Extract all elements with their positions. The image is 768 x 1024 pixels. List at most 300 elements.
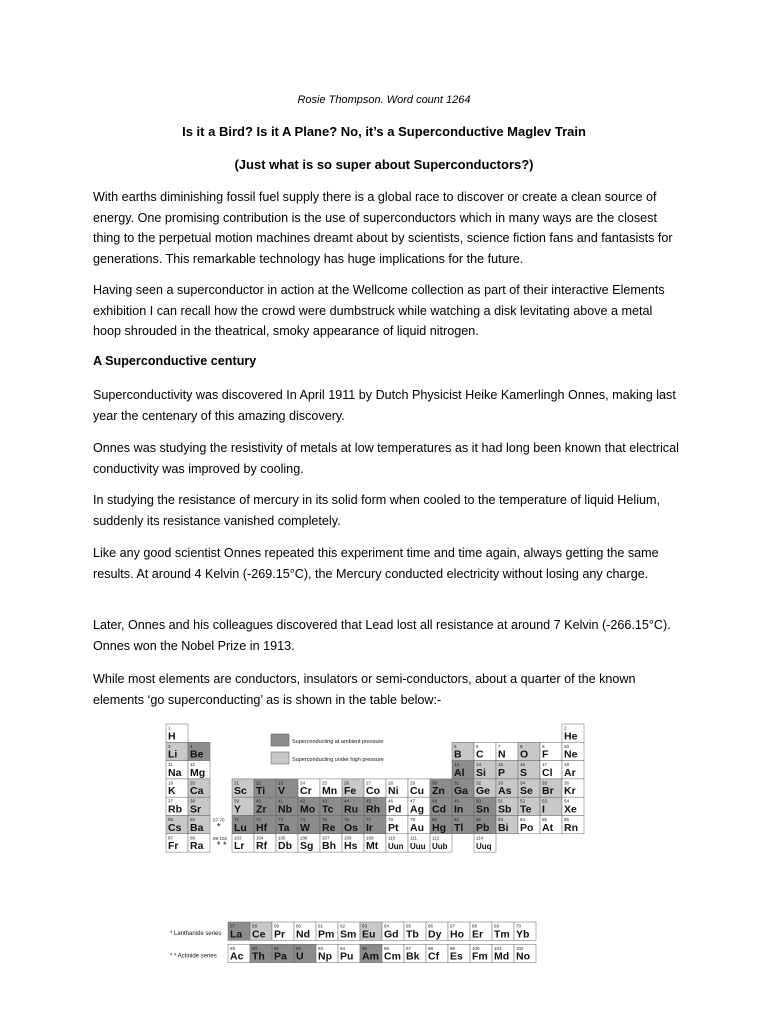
svg-text:35: 35 <box>542 780 548 786</box>
element-uuq <box>474 834 496 852</box>
element-ar <box>562 761 584 779</box>
svg-text:1: 1 <box>168 725 171 731</box>
svg-text:25: 25 <box>322 780 328 786</box>
element-v <box>276 779 298 797</box>
svg-text:28: 28 <box>388 780 394 786</box>
svg-text:Y: Y <box>234 803 242 816</box>
svg-text:Cr: Cr <box>300 785 312 798</box>
element-no <box>514 944 536 962</box>
svg-text:22: 22 <box>256 780 262 786</box>
element-ag <box>408 797 430 815</box>
svg-text:Tm: Tm <box>494 928 510 941</box>
svg-text:19: 19 <box>168 780 174 786</box>
periodic-table-svg <box>166 722 578 980</box>
svg-text:77: 77 <box>366 817 372 822</box>
svg-text:51: 51 <box>498 798 504 804</box>
element-nb <box>276 797 298 815</box>
element-zr <box>254 797 276 815</box>
svg-text:61: 61 <box>318 923 324 929</box>
svg-text:37: 37 <box>168 798 174 804</box>
svg-text:109: 109 <box>366 835 374 841</box>
element-be <box>188 742 210 760</box>
element-h <box>166 724 188 742</box>
svg-text:41: 41 <box>278 798 284 804</box>
svg-text:Mg: Mg <box>190 766 206 779</box>
svg-text:96: 96 <box>384 945 390 951</box>
svg-text:18: 18 <box>564 762 570 768</box>
element-tb <box>404 922 426 940</box>
paragraph-wellcome: Having seen a superconductor in action at the Wellcome collection as part of their interactive Elements exhibition I can recall how the crowd were dumbstruck while watching a disk levitating above a metal hoop shrouded in the theatrical, smoky appearance of liquid nitrogen. <box>93 283 665 338</box>
element-hg <box>430 816 452 834</box>
svg-text:Er: Er <box>472 928 484 941</box>
svg-text:100: 100 <box>472 945 480 951</box>
paragraph-mercury: In studying the resistance of mercury in its solid form when cooled to the temperature of liquid Helium, suddenly its resistance vanished completely. <box>93 493 660 528</box>
svg-text:Rb: Rb <box>168 803 182 816</box>
element-pu <box>338 944 360 962</box>
element-zn <box>430 779 452 797</box>
element-db <box>276 834 298 852</box>
element-ac <box>228 944 250 962</box>
svg-text:Sn: Sn <box>476 803 490 816</box>
svg-text:104: 104 <box>256 835 264 841</box>
svg-text:Te: Te <box>520 803 532 816</box>
svg-text:Ac: Ac <box>230 950 244 963</box>
svg-text:La: La <box>230 928 243 941</box>
element-cs <box>166 816 188 834</box>
svg-text:79: 79 <box>410 817 416 822</box>
svg-text:Bh: Bh <box>322 840 336 853</box>
paragraph-lead: Later, Onnes and his colleagues discovered that Lead lost all resistance at around 7 Kelvin (-266.15°C). Onnes won the Nobel Prize in 1913. <box>93 618 671 653</box>
svg-text:K: K <box>168 785 176 798</box>
svg-text:S: S <box>520 766 528 779</box>
element-rf <box>254 834 276 852</box>
svg-text:99: 99 <box>450 945 456 951</box>
svg-text:53: 53 <box>542 798 548 804</box>
svg-text:Mt: Mt <box>366 840 379 853</box>
element-er <box>470 922 492 940</box>
element-p <box>496 761 518 779</box>
svg-text:91: 91 <box>274 945 280 951</box>
author-line: Rosie Thompson. Word count 1264 <box>297 94 471 106</box>
element-ga <box>452 779 474 797</box>
element-n <box>496 742 518 760</box>
svg-text:Pu: Pu <box>340 950 354 963</box>
svg-text:Pd: Pd <box>388 803 402 816</box>
svg-text:Ce: Ce <box>252 928 266 941</box>
svg-text:Cu: Cu <box>410 785 424 798</box>
periodic-table-legend <box>271 734 384 764</box>
svg-text:2: 2 <box>564 725 567 731</box>
element-uuu <box>408 834 430 852</box>
element-si <box>474 761 496 779</box>
element-pt <box>386 816 408 834</box>
element-ir <box>364 816 386 834</box>
svg-text:111: 111 <box>410 835 417 841</box>
svg-text:Cd: Cd <box>432 803 446 816</box>
svg-text:59: 59 <box>274 923 280 929</box>
svg-text:31: 31 <box>454 780 460 786</box>
svg-text:62: 62 <box>340 923 346 929</box>
svg-text:39: 39 <box>234 798 240 804</box>
element-s <box>518 761 540 779</box>
legend-swatch-high-pressure <box>271 752 289 764</box>
svg-text:4: 4 <box>190 743 193 749</box>
svg-text:Fm: Fm <box>472 950 488 963</box>
document-subtitle: (Just what is so super about Superconductors?) <box>234 157 534 172</box>
svg-text:57: 57 <box>230 923 236 929</box>
svg-text:88: 88 <box>190 835 196 841</box>
element-tl <box>452 816 474 834</box>
svg-text:At: At <box>542 821 554 834</box>
element-am <box>360 944 382 962</box>
svg-text:54: 54 <box>564 798 570 804</box>
element-co <box>364 779 386 797</box>
svg-text:57-70: 57-70 <box>213 817 225 823</box>
element-cm <box>382 944 404 962</box>
series-marker <box>213 836 228 850</box>
svg-text:Nb: Nb <box>278 803 292 816</box>
element-uub <box>430 834 452 852</box>
paragraph-resistivity: Onnes was studying the resistivity of metals at low temperatures as it had long been known that electrical conductivity was improved by cooling. <box>93 441 679 476</box>
element-fe <box>342 779 364 797</box>
svg-text:O: O <box>520 748 529 761</box>
element-ba <box>188 816 210 834</box>
svg-text:Ti: Ti <box>256 785 266 798</box>
svg-text:Se: Se <box>520 785 533 798</box>
svg-text:89: 89 <box>230 945 236 951</box>
element-md <box>492 944 514 962</box>
element-mg <box>188 761 210 779</box>
element-sg <box>298 834 320 852</box>
svg-text:9: 9 <box>542 743 545 749</box>
svg-text:76: 76 <box>344 817 350 822</box>
element-pd <box>386 797 408 815</box>
element-u <box>294 944 316 962</box>
svg-text:86: 86 <box>564 817 570 822</box>
svg-text:Fr: Fr <box>168 840 179 853</box>
svg-text:Gd: Gd <box>384 928 399 941</box>
element-in <box>452 797 474 815</box>
element-sm <box>338 922 360 940</box>
svg-text:34: 34 <box>520 780 526 786</box>
svg-text:7: 7 <box>498 743 501 749</box>
svg-text:Yb: Yb <box>516 928 530 941</box>
svg-text:Br: Br <box>542 785 554 798</box>
element-f <box>540 742 562 760</box>
element-te <box>518 797 540 815</box>
svg-text:Sm: Sm <box>340 928 357 941</box>
svg-text:Pa: Pa <box>274 950 287 963</box>
element-au <box>408 816 430 834</box>
paragraph-discovery: Superconductivity was discovered In April 1911 by Dutch Physicist Heike Kamerlingh Onnes, making last year the centenary of this amazing discovery. <box>93 388 676 423</box>
svg-text:Re: Re <box>322 821 336 834</box>
element-br <box>540 779 562 797</box>
lanthanide-series-label: * Lanthanide series <box>170 931 222 937</box>
element-cf <box>426 944 448 962</box>
svg-text:Rn: Rn <box>564 821 578 834</box>
element-mn <box>320 779 342 797</box>
element-ta <box>276 816 298 834</box>
svg-text:Eu: Eu <box>362 928 376 941</box>
svg-text:106: 106 <box>300 835 308 841</box>
svg-text:43: 43 <box>322 798 328 804</box>
element-k <box>166 779 188 797</box>
svg-text:38: 38 <box>190 798 196 804</box>
svg-text:He: He <box>564 730 578 743</box>
svg-text:69: 69 <box>494 923 500 929</box>
svg-text:Bi: Bi <box>498 821 509 834</box>
svg-text:Fe: Fe <box>344 785 357 798</box>
svg-text:46: 46 <box>388 798 394 804</box>
svg-text:21: 21 <box>234 780 240 786</box>
svg-text:Mo: Mo <box>300 803 316 816</box>
svg-text:85: 85 <box>542 817 548 822</box>
element-pm <box>316 922 338 940</box>
svg-text:60: 60 <box>296 923 302 929</box>
element-y <box>232 797 254 815</box>
element-se <box>518 779 540 797</box>
svg-text:44: 44 <box>344 798 350 804</box>
element-ne <box>562 742 584 760</box>
svg-text:92: 92 <box>296 945 302 951</box>
svg-text:V: V <box>278 785 286 798</box>
svg-text:67: 67 <box>450 923 456 929</box>
svg-text:Tl: Tl <box>454 821 464 834</box>
svg-text:29: 29 <box>410 780 416 786</box>
svg-text:Dy: Dy <box>428 928 442 941</box>
svg-text:Es: Es <box>450 950 463 963</box>
svg-text:20: 20 <box>190 780 196 786</box>
svg-text:64: 64 <box>384 923 390 929</box>
svg-text:107: 107 <box>322 835 330 841</box>
svg-text:Pt: Pt <box>388 821 399 834</box>
svg-text:Hg: Hg <box>432 821 446 834</box>
svg-text:Am: Am <box>362 950 379 963</box>
svg-text:P: P <box>498 766 506 779</box>
svg-text:Ba: Ba <box>190 821 204 834</box>
element-rh <box>364 797 386 815</box>
svg-text:No: No <box>516 950 530 963</box>
svg-text:Zn: Zn <box>432 785 445 798</box>
element-nd <box>294 922 316 940</box>
svg-text:23: 23 <box>278 780 284 786</box>
svg-text:Lr: Lr <box>234 840 245 853</box>
actinide-series-label: * * Actinide series <box>170 953 217 960</box>
svg-text:14: 14 <box>476 762 482 768</box>
svg-text:101: 101 <box>494 945 502 951</box>
svg-text:26: 26 <box>344 780 350 786</box>
svg-text:Pm: Pm <box>318 928 335 941</box>
svg-text:87: 87 <box>168 835 174 841</box>
document-title: Is it a Bird? Is it A Plane? No, it’s a Superconductive Maglev Train <box>182 124 586 139</box>
svg-text:Al: Al <box>454 766 465 779</box>
element-re <box>320 816 342 834</box>
svg-text:70: 70 <box>516 923 522 929</box>
element-tm <box>492 922 514 940</box>
svg-text:Ni: Ni <box>388 785 399 798</box>
svg-text:10: 10 <box>564 743 570 749</box>
element-ni <box>386 779 408 797</box>
svg-text:Ra: Ra <box>190 840 204 853</box>
svg-text:Ir: Ir <box>366 821 374 834</box>
svg-text:42: 42 <box>300 798 306 804</box>
element-as <box>496 779 518 797</box>
element-sr <box>188 797 210 815</box>
svg-text:C: C <box>476 748 484 761</box>
svg-text:55: 55 <box>168 817 174 822</box>
svg-text:Au: Au <box>410 821 424 834</box>
svg-text:98: 98 <box>428 945 434 951</box>
svg-text:Ru: Ru <box>344 803 358 816</box>
series-marker <box>213 818 225 832</box>
svg-text:N: N <box>498 748 506 761</box>
svg-text:33: 33 <box>498 780 504 786</box>
svg-text:81: 81 <box>454 817 460 822</box>
svg-text:6: 6 <box>476 743 479 749</box>
svg-text:Th: Th <box>252 950 265 963</box>
periodic-table-figure <box>166 722 578 980</box>
svg-text:Na: Na <box>168 766 182 779</box>
svg-text:Co: Co <box>366 785 380 798</box>
svg-text:102: 102 <box>516 945 524 951</box>
section-heading: A Superconductive century <box>93 354 257 368</box>
svg-text:89-102: 89-102 <box>213 835 228 841</box>
element-ra <box>188 834 210 852</box>
svg-text:30: 30 <box>432 780 438 786</box>
svg-text:Uub: Uub <box>432 842 448 852</box>
paragraph-elements: While most elements are conductors, insulators or semi-conductors, about a quarter of the known elements ‘go superconducting’ as is shown in the table below:- <box>93 672 636 707</box>
svg-text:15: 15 <box>498 762 504 768</box>
svg-text:Md: Md <box>494 950 510 963</box>
svg-text:66: 66 <box>428 923 434 929</box>
svg-text:3: 3 <box>168 743 171 749</box>
element-rn <box>562 816 584 834</box>
element-mt <box>364 834 386 852</box>
svg-text:95: 95 <box>362 945 368 951</box>
svg-text:5: 5 <box>454 743 457 749</box>
svg-text:63: 63 <box>362 923 368 929</box>
svg-text:Np: Np <box>318 950 332 963</box>
paragraph-kelvin: Like any good scientist Onnes repeated this experiment time and time again, always getting the same results. At around 4 Kelvin (-269.15°C), the Mercury conducted electricity without losing any charge. <box>93 546 659 581</box>
svg-text:Mn: Mn <box>322 785 338 798</box>
element-bh <box>320 834 342 852</box>
element-xe <box>562 797 584 815</box>
element-ho <box>448 922 470 940</box>
svg-text:40: 40 <box>256 798 262 804</box>
element-os <box>342 816 364 834</box>
svg-text:45: 45 <box>366 798 372 804</box>
element-rb <box>166 797 188 815</box>
element-sc <box>232 779 254 797</box>
element-la <box>228 922 250 940</box>
svg-text:71: 71 <box>234 817 240 822</box>
svg-text:93: 93 <box>318 945 324 951</box>
element-tc <box>320 797 342 815</box>
element-cl <box>540 761 562 779</box>
element-cu <box>408 779 430 797</box>
svg-text:Rf: Rf <box>256 840 268 853</box>
element-ca <box>188 779 210 797</box>
element-ru <box>342 797 364 815</box>
element-hs <box>342 834 364 852</box>
svg-text:B: B <box>454 748 462 761</box>
svg-text:16: 16 <box>520 762 526 768</box>
svg-text:Ca: Ca <box>190 785 204 798</box>
svg-text:Pb: Pb <box>476 821 490 834</box>
svg-text:Ne: Ne <box>564 748 578 761</box>
svg-text:68: 68 <box>472 923 478 929</box>
svg-text:52: 52 <box>520 798 526 804</box>
element-c <box>474 742 496 760</box>
svg-text:H: H <box>168 730 176 743</box>
element-uun <box>386 834 408 852</box>
svg-text:97: 97 <box>406 945 412 951</box>
legend-label-high-pressure: Superconducting under high pressure <box>292 757 384 763</box>
svg-text:As: As <box>498 785 512 798</box>
svg-text:73: 73 <box>278 817 284 822</box>
element-hf <box>254 816 276 834</box>
svg-text:Hf: Hf <box>256 821 268 834</box>
svg-text:Ga: Ga <box>454 785 469 798</box>
svg-text:Ag: Ag <box>410 803 424 816</box>
svg-text:103: 103 <box>234 835 242 841</box>
svg-text:Db: Db <box>278 840 292 853</box>
svg-text:Hs: Hs <box>344 840 358 853</box>
legend-swatch-ambient <box>271 734 289 746</box>
svg-text:47: 47 <box>410 798 416 804</box>
element-ti <box>254 779 276 797</box>
element-li <box>166 742 188 760</box>
element-lr <box>232 834 254 852</box>
svg-text:Ar: Ar <box>564 766 576 779</box>
svg-text:82: 82 <box>476 817 482 822</box>
element-o <box>518 742 540 760</box>
element-he <box>562 724 584 742</box>
svg-text:Rh: Rh <box>366 803 380 816</box>
svg-text:Tc: Tc <box>322 803 334 816</box>
element-dy <box>426 922 448 940</box>
element-th <box>250 944 272 962</box>
svg-text:Po: Po <box>520 821 534 834</box>
svg-text:84: 84 <box>520 817 526 822</box>
svg-text:Sb: Sb <box>498 803 512 816</box>
element-eu <box>360 922 382 940</box>
svg-text:Os: Os <box>344 821 359 834</box>
svg-text:17: 17 <box>542 762 548 768</box>
svg-text:74: 74 <box>300 817 306 822</box>
paragraph-intro: With earths diminishing fossil fuel supply there is a global race to discover or create a clean source of energy. One promising contribution is the use of superconductors which in many ways are the closest thing to the perpetual motion machines dreamt about by scientists, science fiction fans and fantasists for generations. This remarkable technology has huge implications for the future. <box>93 190 673 266</box>
svg-text:Cm: Cm <box>384 950 401 963</box>
svg-text:Bk: Bk <box>406 950 420 963</box>
svg-text:90: 90 <box>252 945 258 951</box>
svg-text:27: 27 <box>366 780 372 786</box>
svg-text:Li: Li <box>168 748 178 761</box>
element-bi <box>496 816 518 834</box>
element-pb <box>474 816 496 834</box>
svg-text:Uuu: Uuu <box>410 842 426 852</box>
svg-text:* *: * * <box>217 839 227 850</box>
svg-text:58: 58 <box>252 923 258 929</box>
element-np <box>316 944 338 962</box>
svg-text:Ho: Ho <box>450 928 464 941</box>
svg-text:W: W <box>300 821 310 834</box>
svg-text:24: 24 <box>300 780 306 786</box>
element-kr <box>562 779 584 797</box>
svg-text:32: 32 <box>476 780 482 786</box>
element-cd <box>430 797 452 815</box>
svg-text:80: 80 <box>432 817 438 822</box>
element-pa <box>272 944 294 962</box>
